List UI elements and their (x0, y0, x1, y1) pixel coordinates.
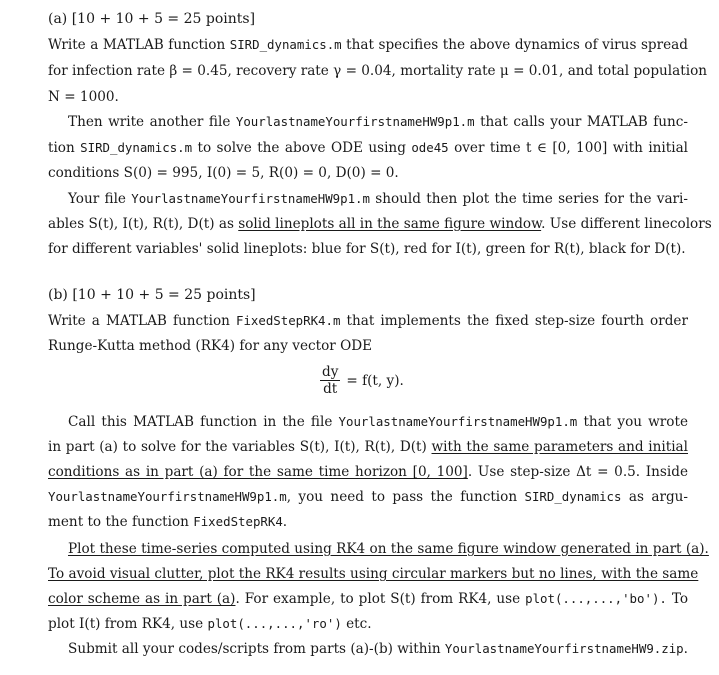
underlined-text: Plot these time-series computed using RK4 on the same figure window generated in part (a). (68, 541, 709, 557)
sird-filename: SIRD_dynamics.m (80, 140, 193, 155)
text: should then plot the time series for the vari- (375, 191, 688, 207)
part-b-heading: (b) [10 + 10 + 5 = 25 points] (48, 287, 256, 303)
part-b-p2-line1 (68, 413, 688, 431)
part-b-p1-line1 (48, 312, 688, 330)
script-filename: YourlastnameYourfirstnameHW9p1.m (48, 489, 287, 504)
part-b-p2-line5 (48, 513, 688, 531)
fraction-numerator: dy (322, 364, 339, 380)
text: . (282, 514, 288, 530)
rk4-filename: FixedStepRK4.m (235, 313, 341, 328)
text: that implements the fixed step-size fourth order (346, 313, 688, 329)
text: . Use different linecolors (541, 216, 712, 232)
text: ables S(t), I(t), R(t), D(t) as (48, 216, 234, 232)
part-b-p3-line4 (48, 615, 688, 633)
text: Call this MATLAB function in the file (68, 414, 333, 430)
text: . Use step-size Δt = 0.5. Inside (467, 464, 689, 480)
zip-filename: YourlastnameYourfirstnameHW9.zip (444, 641, 684, 656)
part-b-p3-line2 (48, 565, 699, 583)
text: Submit all your codes/scripts from parts (a)-(b) within (68, 641, 441, 657)
text: ment to the function (48, 514, 189, 530)
fraction-denominator: dt (323, 381, 338, 397)
solver-name: ode45 (411, 140, 449, 155)
sird-function-name: SIRD_dynamics (524, 489, 622, 504)
underlined-text: with the same parameters and initial (431, 439, 688, 455)
script-filename: YourlastnameYourfirstnameHW9p1.m (338, 414, 578, 429)
part-a-p2-line3: conditions S(0) = 995, I(0) = 5, R(0) = 0, D(0) = 0. (48, 165, 399, 181)
part-b-p2-line3 (48, 463, 688, 481)
text: plot I(t) from RK4, use (48, 616, 204, 632)
text: in part (a) to solve for the variables S(t), I(t), R(t), D(t) (48, 439, 427, 455)
text: that you wrote (583, 414, 688, 430)
part-a-p1-line2: for infection rate β = 0.45, recovery rate γ = 0.04, mortality rate μ = 0.01, and total population (48, 63, 708, 79)
part-a-heading: (a) [10 + 10 + 5 = 25 points] (48, 11, 256, 27)
plot-code-red: plot(...,...,'ro') (207, 616, 342, 631)
text: etc. (346, 616, 372, 632)
part-a-p3-line1 (68, 190, 688, 208)
text: that specifies the above dynamics of virus spread (346, 37, 688, 53)
script-filename: YourlastnameYourfirstnameHW9p1.m (131, 191, 370, 206)
text: Write a MATLAB function (48, 313, 230, 329)
plot-code-blue: plot(...,...,'bo'). (525, 591, 667, 606)
text: . For example, to plot S(t) from RK4, use (235, 591, 521, 607)
rk4-function-name: FixedStepRK4 (193, 514, 283, 529)
underlined-text: solid lineplots all in the same figure window (238, 216, 542, 232)
script-filename: YourlastnameYourfirstnameHW9p1.m (235, 114, 475, 129)
text: . (683, 641, 688, 657)
text: as argu- (628, 489, 688, 505)
fraction (320, 364, 340, 397)
submit-line (68, 640, 688, 658)
underlined-text: conditions as in part (a) for the same time horizon [0, 100] (48, 464, 468, 480)
ode-equation (320, 364, 404, 397)
part-b-p3-line3 (48, 590, 688, 608)
text: tion (48, 140, 75, 156)
text: to solve the above ODE using (197, 140, 406, 156)
text: over time t ∈ [0, 100] with initial (454, 140, 689, 156)
text: Your file (68, 191, 126, 207)
text: , you need to pass the function (286, 489, 518, 505)
text: Then write another file (68, 114, 231, 130)
part-a-p2-line2 (48, 139, 688, 157)
sird-filename: SIRD_dynamics.m (229, 37, 342, 52)
part-a-p3-line2 (48, 215, 712, 233)
part-b-p2-line4 (48, 488, 688, 506)
underlined-text: color scheme as in part (a) (48, 591, 236, 607)
text: To (671, 591, 689, 607)
part-a-p1-line3: N = 1000. (48, 89, 119, 105)
part-b-p3-line1 (68, 540, 709, 558)
part-b-p2-line2 (48, 438, 688, 456)
part-a-p3-line3: for different variables' solid lineplots: blue for S(t), red for I(t), green for R(t), black for D(t). (48, 241, 686, 257)
part-b-p1-line2: Runge-Kutta method (RK4) for any vector ODE (48, 338, 373, 354)
part-a-p1-line1 (48, 36, 688, 54)
equation-rhs: = f(t, y). (346, 372, 404, 389)
text: that calls your MATLAB func- (480, 114, 688, 130)
underlined-text: To avoid visual clutter, plot the RK4 results using circular markers but no lines, with the same (48, 566, 699, 582)
part-a-p2-line1 (68, 113, 688, 131)
text: Write a MATLAB function (48, 37, 226, 53)
